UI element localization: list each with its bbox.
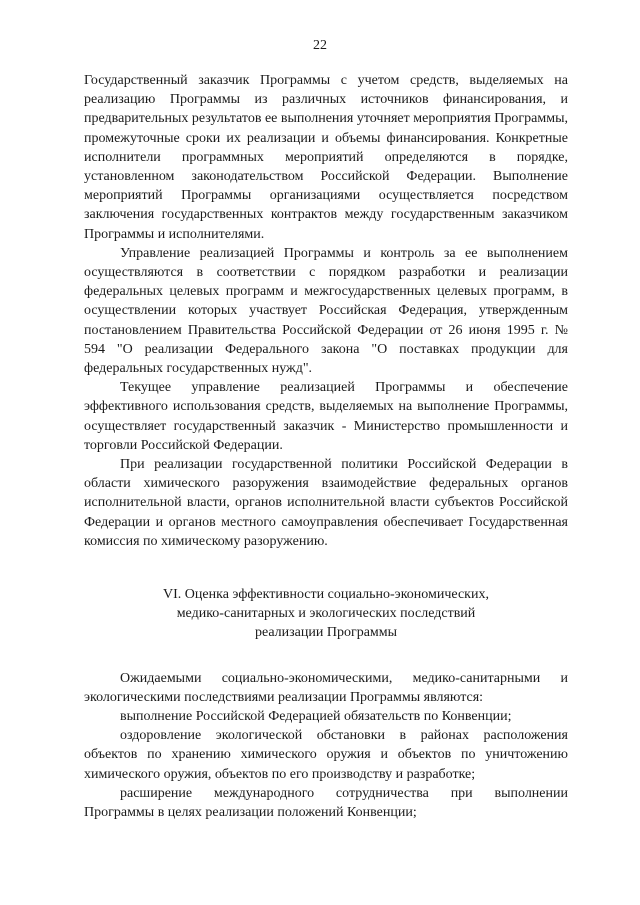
paragraph: Управление реализацией Программы и контроль за ее выполнением осуществляются в соответствии с порядком разработки и реализации федеральных целевых программ и межгосударственных целевых программ, в осуществлении которых участвует Российская Федерация, утвержденным постановлением Правительства Российской Федерации от 26 июня 1995 г. № 594 "О реализации Федерального закона "О поставках продукции для федеральных государственных нужд". [84, 245, 568, 377]
paragraph: При реализации государственной политики Российской Федерации в области химического разоружения взаимодействие федеральных органов исполнительной власти, органов исполнительной власти субъектов Российской Федерации и органов местного самоуправления обеспечивает Государственная комиссия по химическому разоружению. [84, 457, 568, 549]
list-item: выполнение Российской Федерацией обязательств по Конвенции; [120, 709, 512, 725]
list-item: расширение международного сотрудничества при выполнении Программы в целях реализации положений Конвенции; [84, 785, 568, 821]
page-number: 22 [313, 38, 327, 53]
section-vi [84, 565, 568, 822]
list-item: оздоровление экологической обстановки в районах расположения объектов по хранению химического оружия и объектов по уничтожению химического оружия, объектов по его производству и разработке; [84, 728, 568, 782]
section-heading-line: медико-санитарных и экологических последствий [176, 606, 476, 622]
paragraph: Ожидаемыми социально-экономическими, медико-санитарными и экологическими последствиями реализации Программы являются: [84, 670, 568, 705]
section-heading [84, 585, 568, 643]
body-text-before-heading [84, 71, 568, 551]
paragraph: Государственный заказчик Программы с учетом средств, выделяемых на реализацию Программы из различных источников финансирования, и предварительных результатов ее выполнения уточняет мероприятия Программы, промежуточные сроки их реализации и объемы финансирования. Конкретные исполнители программных мероприятий определяются в порядке, установленном законодательством Российской Федерации. Выполнение мероприятий Программы организациями осуществляется посредством заключения государственных контрактов между государственным заказчиком Программы и исполнителями. [84, 73, 568, 242]
section-heading-line: реализации Программы [254, 625, 398, 641]
paragraph: Текущее управление реализацией Программы и обеспечение эффективного использования средств, выделяемых на выполнение Программы, осуществляет государственный заказчик - Министерство промышленности и торговли Российской Федерации. [84, 380, 568, 453]
section-heading-line: VI. Оценка эффективности социально-экономических, [163, 587, 489, 602]
